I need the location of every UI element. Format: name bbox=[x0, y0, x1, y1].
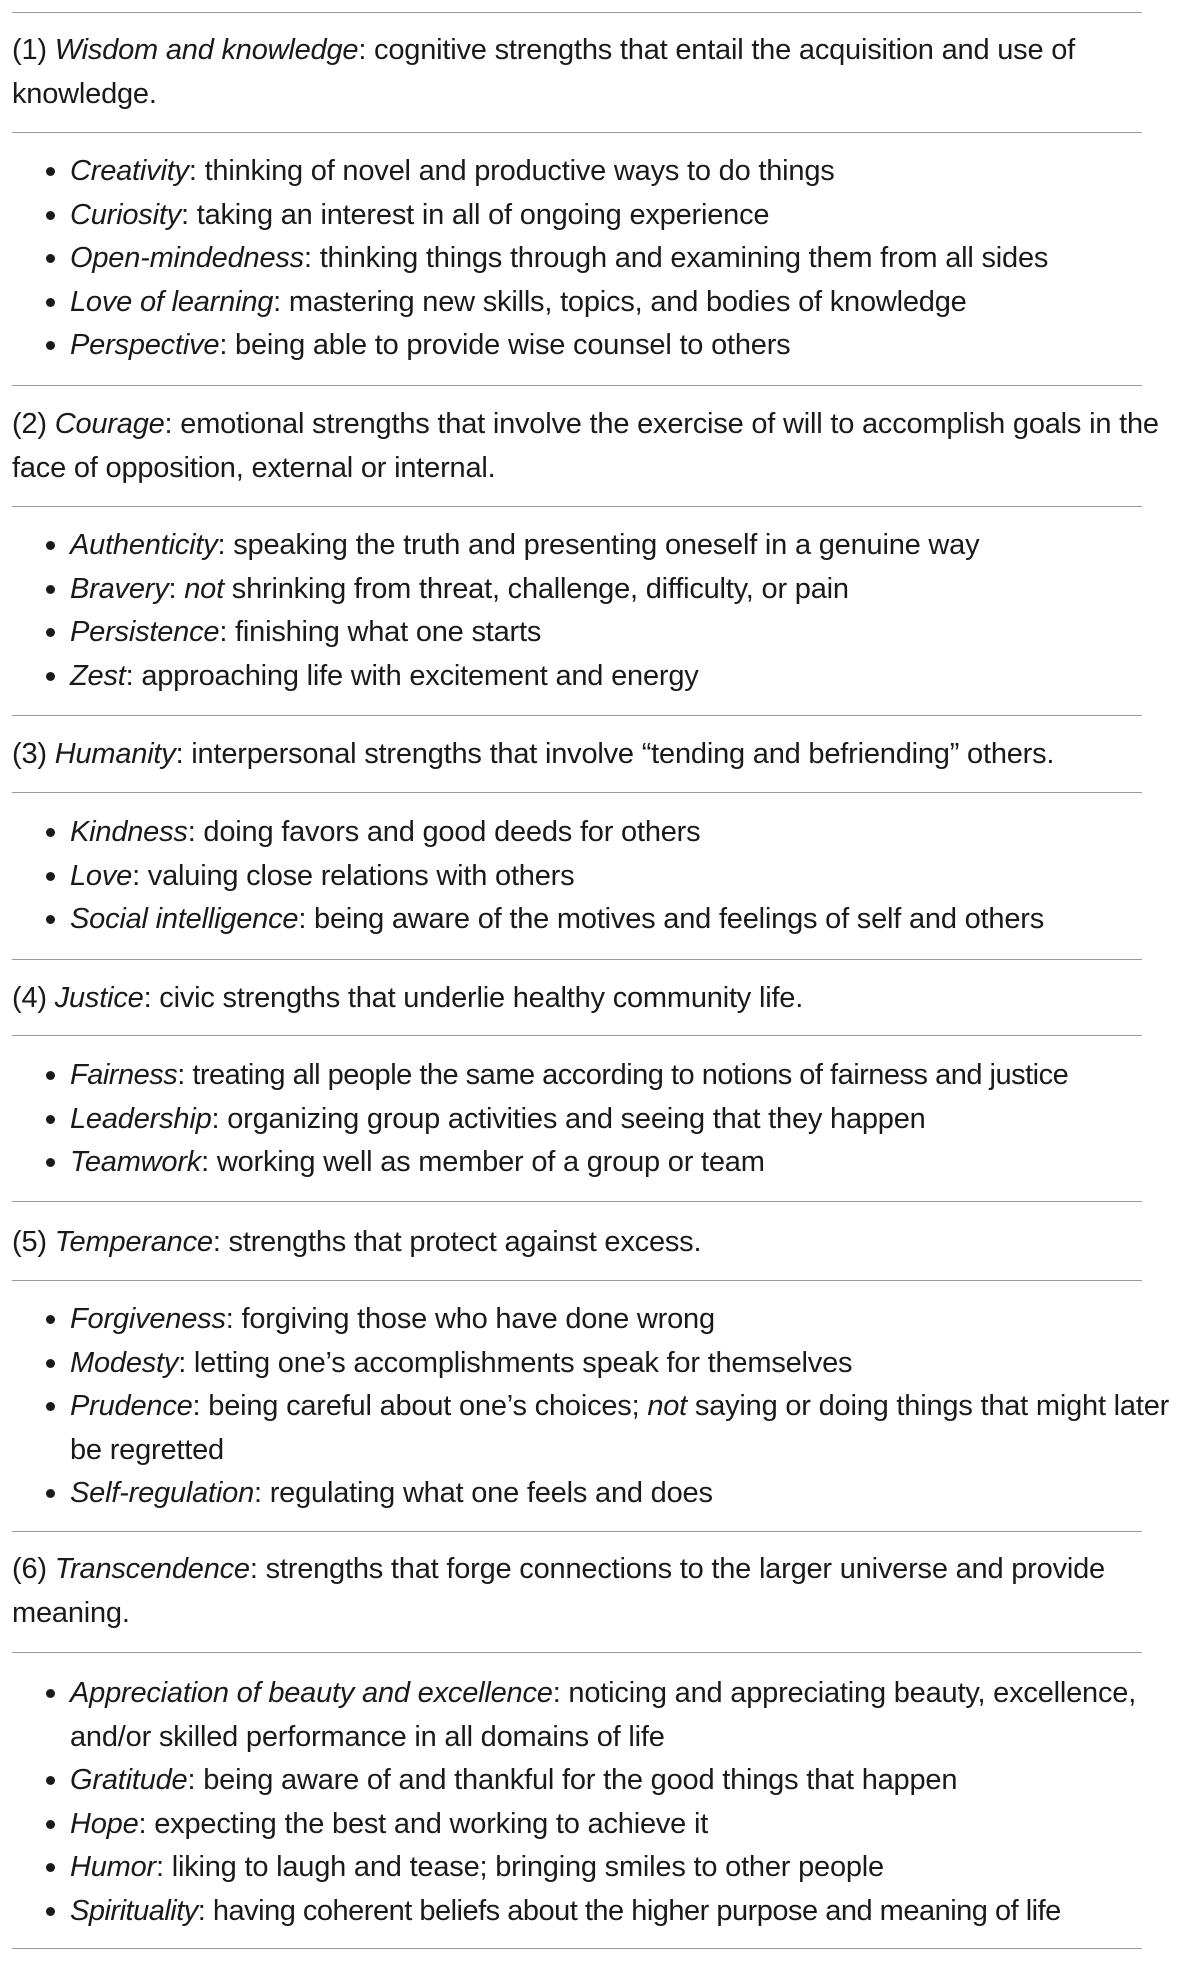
strength-term: Social intelligence bbox=[70, 903, 299, 935]
strength-item bbox=[0, 1298, 1200, 1342]
strength-item bbox=[0, 1342, 1200, 1386]
bullet-icon bbox=[46, 341, 55, 350]
strength-term: Appreciation of beauty and excellence bbox=[70, 1677, 553, 1709]
table-rule bbox=[12, 1948, 1142, 1949]
bullet-icon bbox=[46, 1402, 55, 1411]
strength-term: Fairness bbox=[70, 1059, 178, 1091]
strength-definition: : approaching life with excitement and energy bbox=[125, 659, 699, 692]
strength-definition: : thinking of novel and productive ways to do things bbox=[188, 155, 835, 187]
strength-term: Modesty bbox=[70, 1346, 179, 1379]
table-rule bbox=[12, 132, 1142, 133]
strength-item bbox=[0, 324, 1200, 368]
bullet-icon bbox=[46, 628, 55, 637]
table-rule bbox=[12, 506, 1142, 507]
category-name: Transcendence bbox=[54, 1553, 250, 1585]
bullet-icon bbox=[46, 1071, 55, 1080]
bullet-icon bbox=[46, 672, 55, 681]
strength-definition-rest: shrinking from threat, challenge, difficulty, or pain bbox=[223, 572, 849, 605]
category-header bbox=[12, 1220, 1182, 1264]
bullet-icon bbox=[46, 1907, 55, 1916]
strength-item bbox=[0, 898, 1200, 942]
strength-definition: : mastering new skills, topics, and bodies of knowledge bbox=[273, 285, 967, 318]
strength-item bbox=[0, 524, 1200, 568]
category-name: Temperance bbox=[54, 1226, 213, 1258]
bullet-icon bbox=[46, 872, 55, 881]
category-number: (4) bbox=[12, 982, 47, 1014]
strength-item bbox=[0, 855, 1200, 899]
strength-term: Creativity bbox=[70, 155, 189, 187]
strength-term: Perspective bbox=[70, 329, 220, 361]
strength-definition: : regulating what one feels and does bbox=[254, 1477, 713, 1509]
strength-term: Love bbox=[70, 859, 133, 892]
strength-list bbox=[0, 811, 1200, 942]
strength-definition: : having coherent beliefs about the higher purpose and meaning of life bbox=[197, 1894, 1061, 1927]
strength-emphasis: not bbox=[647, 1390, 688, 1422]
bullet-icon bbox=[46, 1820, 55, 1829]
bullet-icon bbox=[46, 828, 55, 837]
table-rule bbox=[12, 959, 1142, 960]
strength-term: Gratitude bbox=[70, 1764, 188, 1796]
strength-list bbox=[0, 1298, 1200, 1516]
strength-item bbox=[0, 811, 1200, 855]
strength-definition: : being aware of the motives and feelings of self and others bbox=[298, 903, 1045, 935]
strength-definition: : expecting the best and working to achieve it bbox=[138, 1807, 709, 1840]
table-rule bbox=[12, 715, 1142, 716]
bullet-icon bbox=[46, 1315, 55, 1324]
category-header bbox=[12, 402, 1182, 490]
bullet-icon bbox=[46, 1489, 55, 1498]
strength-term: Hope bbox=[70, 1807, 139, 1840]
bullet-icon bbox=[46, 1776, 55, 1785]
strength-list bbox=[0, 150, 1200, 368]
strength-term: Leadership bbox=[70, 1102, 212, 1135]
strength-definition: : treating all people the same according to notions of fairness and justice bbox=[177, 1059, 1069, 1091]
strength-term: Spirituality bbox=[70, 1894, 198, 1927]
strength-item bbox=[0, 237, 1200, 281]
category-description: : emotional strengths that involve the exercise of will to accomplish goals in the face of opposition, external or internal. bbox=[12, 408, 1159, 484]
table-rule bbox=[12, 1201, 1142, 1202]
strength-item bbox=[0, 1054, 1200, 1098]
strength-item bbox=[0, 1759, 1200, 1803]
bullet-icon bbox=[46, 1689, 55, 1698]
bullet-icon bbox=[46, 211, 55, 220]
category-number: (6) bbox=[12, 1553, 47, 1585]
category-name: Courage bbox=[54, 408, 165, 440]
category-number: (2) bbox=[12, 408, 47, 440]
strength-item bbox=[0, 1803, 1200, 1847]
strength-item bbox=[0, 194, 1200, 238]
bullet-icon bbox=[46, 1359, 55, 1368]
strength-definition: : organizing group activities and seeing that they happen bbox=[211, 1102, 926, 1135]
table-rule bbox=[12, 792, 1142, 793]
strength-term: Curiosity bbox=[70, 198, 181, 231]
category-description: : strengths that protect against excess. bbox=[212, 1226, 702, 1258]
strength-item bbox=[0, 1141, 1200, 1185]
category-description: : interpersonal strengths that involve “tending and befriending” others. bbox=[175, 738, 1055, 770]
strength-definition: : liking to laugh and tease; bringing smiles to other people bbox=[156, 1851, 884, 1883]
strength-definition: : being able to provide wise counsel to others bbox=[219, 329, 791, 361]
table-rule bbox=[12, 1035, 1142, 1036]
category-name: Justice bbox=[54, 982, 144, 1014]
strength-term: Prudence bbox=[70, 1390, 193, 1422]
strength-term: Humor bbox=[70, 1851, 157, 1883]
strength-item bbox=[0, 150, 1200, 194]
category-description: : civic strengths that underlie healthy community life. bbox=[143, 982, 804, 1014]
category-description: : strengths that forge connections to the larger universe and provide meaning. bbox=[12, 1553, 1105, 1629]
strength-list bbox=[0, 524, 1200, 698]
table-rule bbox=[12, 1652, 1142, 1653]
strength-definition: : working well as member of a group or team bbox=[201, 1146, 765, 1178]
category-header bbox=[12, 28, 1182, 116]
category-number: (5) bbox=[12, 1226, 47, 1258]
strength-definition: : being aware of and thankful for the good things that happen bbox=[187, 1764, 958, 1796]
strength-term: Zest bbox=[70, 659, 126, 692]
strength-term: Authenticity bbox=[70, 529, 218, 561]
strength-term: Open-mindedness bbox=[70, 242, 304, 274]
strength-item bbox=[0, 568, 1200, 612]
strength-definition: : bbox=[168, 572, 185, 605]
strength-term: Self-regulation bbox=[70, 1477, 254, 1509]
strength-definition: : doing favors and good deeds for others bbox=[187, 816, 701, 848]
category-description: : cognitive strengths that entail the acquisition and use of knowledge. bbox=[12, 34, 1076, 110]
strength-term: Bravery bbox=[70, 572, 169, 605]
category-header bbox=[12, 976, 1182, 1020]
strength-definition: : speaking the truth and presenting oneself in a genuine way bbox=[217, 529, 980, 561]
strength-definition: : thinking things through and examining them from all sides bbox=[303, 242, 1049, 274]
strength-definition: : finishing what one starts bbox=[219, 616, 542, 648]
strength-item bbox=[0, 1846, 1200, 1890]
category-header bbox=[12, 1547, 1182, 1635]
category-header bbox=[12, 732, 1182, 776]
strength-item bbox=[0, 655, 1200, 699]
strength-term: Forgiveness bbox=[70, 1303, 226, 1335]
strength-definition: : valuing close relations with others bbox=[132, 859, 575, 892]
table-rule bbox=[12, 1531, 1142, 1532]
strength-list bbox=[0, 1672, 1200, 1933]
bullet-icon bbox=[46, 167, 55, 176]
strength-definition: : letting one’s accomplishments speak for themselves bbox=[178, 1346, 853, 1379]
strength-item bbox=[0, 281, 1200, 325]
bullet-icon bbox=[46, 254, 55, 263]
strength-definition: : noticing and appreciating beauty, excellence, and/or skilled performance in all domains of life bbox=[70, 1677, 1137, 1753]
strength-term: Love of learning bbox=[70, 285, 274, 318]
bullet-icon bbox=[46, 298, 55, 307]
strength-list bbox=[0, 1054, 1200, 1185]
table-rule bbox=[12, 385, 1142, 386]
category-number: (3) bbox=[12, 738, 47, 770]
table-rule bbox=[12, 12, 1142, 13]
bullet-icon bbox=[46, 1115, 55, 1124]
bullet-icon bbox=[46, 541, 55, 550]
category-name: Wisdom and knowledge bbox=[54, 34, 359, 66]
strength-term: Teamwork bbox=[70, 1146, 202, 1178]
bullet-icon bbox=[46, 1158, 55, 1167]
strength-term: Kindness bbox=[70, 816, 188, 848]
strength-item bbox=[0, 1098, 1200, 1142]
strength-definition-rest: saying or doing things that might later be regretted bbox=[70, 1390, 1170, 1466]
strength-item bbox=[0, 1385, 1200, 1472]
strength-item bbox=[0, 1472, 1200, 1516]
table-rule bbox=[12, 1280, 1142, 1281]
strength-emphasis: not bbox=[184, 572, 224, 605]
bullet-icon bbox=[46, 1863, 55, 1872]
strength-term: Persistence bbox=[70, 616, 220, 648]
strength-definition: : taking an interest in all of ongoing experience bbox=[181, 198, 770, 231]
strength-item bbox=[0, 611, 1200, 655]
strength-definition: : forgiving those who have done wrong bbox=[225, 1303, 715, 1335]
bullet-icon bbox=[46, 915, 55, 924]
strength-item bbox=[0, 1672, 1200, 1759]
category-name: Humanity bbox=[54, 738, 176, 770]
category-number: (1) bbox=[12, 34, 47, 66]
strength-item bbox=[0, 1890, 1200, 1934]
strength-definition: : being careful about one’s choices; bbox=[192, 1390, 648, 1422]
bullet-icon bbox=[46, 585, 55, 594]
